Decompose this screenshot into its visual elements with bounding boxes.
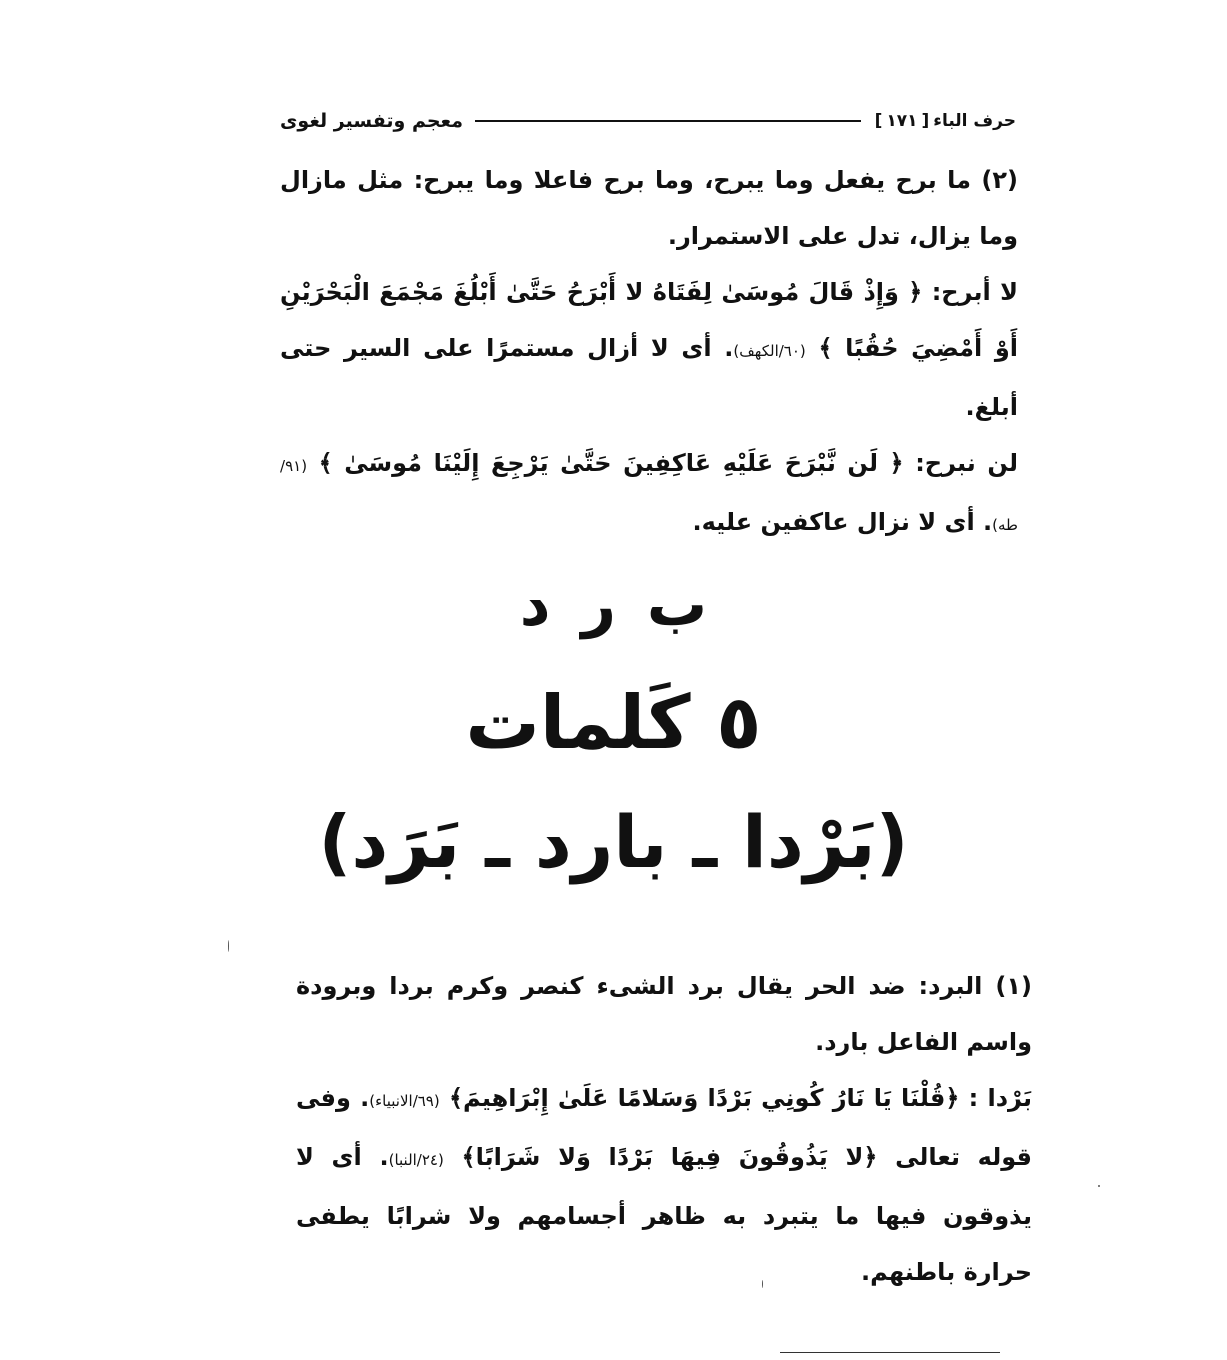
entry-paragraph-2	[296, 1070, 1032, 1300]
verse-reference: (٦٠/الكهف)	[733, 342, 806, 360]
header-rule	[475, 120, 861, 122]
root-letters-heading: ب ر د	[519, 570, 708, 640]
page-bracket-open: [	[921, 111, 930, 131]
scan-speck	[762, 1280, 763, 1288]
quran-verse: ﴿ وَإِذْ قَالَ مُوسَىٰ لِفَتَاهُ لا أَبْرَحُ حَتَّىٰ أَبْلُغَ مَجْمَعَ الْبَحْرَيْنِ أَوْ أَمْضِيَ حُقُبًا ﴾	[280, 278, 1018, 362]
entry-paragraph-1	[296, 958, 1032, 1070]
section-label: حرف الباء	[933, 111, 1016, 131]
entry-explanation: . أى لا يذوقون فيها ما يتبرد به ظاهر أجسامهم ولا شرابًا يطفى حرارة باطنهم.	[296, 1143, 1032, 1286]
quran-verse: ﴿قُلْنَا يَا نَارُ كُونِي بَرْدًا وَسَلامًا عَلَىٰ إِبْرَاهِيمَ﴾	[448, 1084, 960, 1112]
verse-reference: (٦٩/الانبياء)	[369, 1092, 440, 1110]
entry-text: ضد الحر يقال برد الشىء كنصر وكرم بردا وبرودة واسم الفاعل بارد.	[296, 972, 1032, 1056]
page-number: ١٧١	[886, 111, 918, 131]
bottom-entries	[296, 958, 1032, 1300]
verse-reference: (٢٤/النبا)	[388, 1151, 444, 1169]
top-entries	[280, 152, 1018, 553]
book-title: معجم وتفسير لغوى	[280, 110, 464, 132]
running-header	[280, 104, 1018, 138]
entry-explanation: . أى لا نزال عاكفين عليه.	[692, 508, 993, 536]
entry-text: (٢) ما برح يفعل وما يبرح، وما برح فاعلا وما يبرح: مثل مازال وما يزال، تدل على الاستمرار.	[280, 166, 1018, 250]
entry-paragraph-1	[280, 152, 1018, 264]
scan-speck	[1098, 1185, 1100, 1187]
entry-term: لن نبرح:	[915, 449, 1018, 477]
page-bracket-close: ]	[874, 111, 883, 131]
section-and-page	[873, 111, 1018, 131]
word-count-heading: ٥ كَلمات	[465, 680, 762, 766]
quran-verse: ﴿ لَن نَّبْرَحَ عَلَيْهِ عَاكِفِينَ حَتَّىٰ يَرْجِعَ إِلَيْنَا مُوسَىٰ ﴾	[318, 449, 904, 477]
entry-explanation: . أى لا أزال مستمرًا على السير حتى أبلغ.	[280, 334, 1018, 421]
entry-connector: . وفى قوله تعالى	[296, 1084, 1033, 1171]
entry-term: لا أبرح:	[931, 278, 1018, 306]
root-words-heading: (بَرْدا ـ بارد ـ بَرَد)	[318, 800, 909, 884]
entry-term: (١) البرد:	[918, 972, 1032, 1000]
entry-term: بَرْدا :	[968, 1084, 1032, 1112]
scan-speck	[228, 940, 229, 952]
bottom-rule	[780, 1352, 1000, 1353]
quran-verse: ﴿لا يَذُوقُونَ فِيهَا بَرْدًا وَلا شَرَابًا﴾	[461, 1143, 878, 1171]
verse-reference: (٩١/ طه)	[280, 457, 1018, 534]
entry-paragraph-3	[280, 435, 1018, 553]
entry-paragraph-2	[280, 264, 1018, 435]
